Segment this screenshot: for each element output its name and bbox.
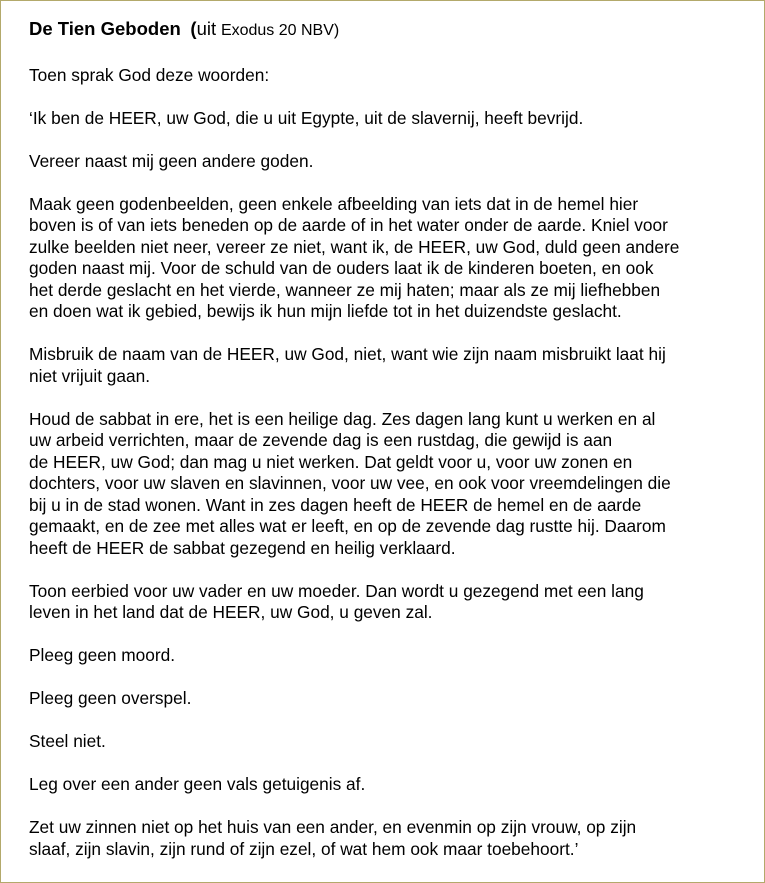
text-line: ‘Ik ben de HEER, uw God, die u uit Egypte, uit de slavernij, heeft bevrijd. [29, 107, 584, 128]
text-line: Zet uw zinnen niet op het huis van een ander, en evenmin op zijn vrouw, op zijn [29, 817, 637, 837]
text-line: Maak geen godenbeelden, geen enkele afbeelding van iets dat in de hemel hier [29, 193, 639, 214]
document-title [29, 17, 744, 43]
text-line: Misbruik de naam van de HEER, uw God, niet, want wie zijn naam misbruikt laat hij [29, 344, 666, 364]
text-line: bij u in de stad wonen. Want in zes dagen heeft de HEER de hemel en de aarde [29, 494, 642, 515]
text-line: Steel niet. [29, 731, 106, 751]
text-line: Houd de sabbat in ere, het is een heilige dag. Zes dagen lang kunt u werken en al [29, 408, 656, 429]
paragraph [29, 409, 744, 560]
title-paren: ( [190, 18, 197, 39]
text-line: heeft de HEER de sabbat gezegend en heilig verklaard. [29, 537, 456, 558]
paragraph [29, 344, 744, 387]
text-line: Pleeg geen overspel. [29, 688, 192, 708]
paragraph [29, 194, 744, 323]
paragraph [29, 731, 744, 753]
text-line: het derde geslacht en het vierde, wanneer ze mij haten; maar als ze mij liefhebben [29, 279, 661, 300]
paragraph [29, 688, 744, 710]
paragraph [29, 581, 744, 624]
text-line: slaaf, zijn slavin, zijn rund of zijn ezel, of wat hem ook maar toebehoort.’ [29, 838, 579, 859]
text-line: Toen sprak God deze woorden: [29, 64, 270, 85]
paragraph [29, 65, 744, 87]
text-line: uw arbeid verrichten, maar de zevende dag is een rustdag, die gewijd is aan [29, 430, 613, 450]
paragraph [29, 151, 744, 173]
text-line: en doen wat ik gebied, bewijs ik hun mijn liefde tot in het duizendste geslacht. [29, 301, 622, 321]
title-main: De Tien Geboden [29, 18, 181, 39]
title-source: Exodus 20 NBV) [220, 22, 340, 39]
document-content [29, 17, 744, 882]
text-line: Vereer naast mij geen andere goden. [29, 150, 314, 171]
text-line: goden naast mij. Voor de schuld van de ouders laat ik de kinderen boeten, en ook [29, 258, 654, 278]
paragraph [29, 817, 744, 860]
paragraph [29, 108, 744, 130]
text-line: de HEER, uw God; dan mag u niet werken. Dat geldt voor u, voor uw zonen en [29, 451, 633, 472]
text-line: boven is of van iets beneden op de aarde of in het water onder de aarde. Kniel voor [29, 215, 668, 235]
title-uit: uit [196, 18, 217, 39]
text-line: niet vrijuit gaan. [29, 365, 151, 386]
text-line: Leg over een ander geen vals getuigenis af. [29, 774, 366, 794]
text-line: Toon eerbied voor uw vader en uw moeder. Dan wordt u gezegend met een lang [29, 580, 644, 601]
paragraph [29, 645, 744, 667]
paragraph [29, 774, 744, 796]
text-line: leven in het land dat de HEER, uw God, u geven zal. [29, 602, 433, 622]
text-line: Pleeg geen moord. [29, 645, 176, 665]
text-line: zulke beelden niet neer, vereer ze niet, want ik, de HEER, uw God, duld geen andere [29, 236, 680, 257]
text-line: dochters, voor uw slaven en slavinnen, voor uw vee, en ook voor vreemdelingen die [29, 473, 671, 493]
text-line: gemaakt, en de zee met alles wat er leeft, en op de zevende dag rustte hij. Daarom [29, 516, 666, 536]
commandments-text [29, 65, 744, 861]
